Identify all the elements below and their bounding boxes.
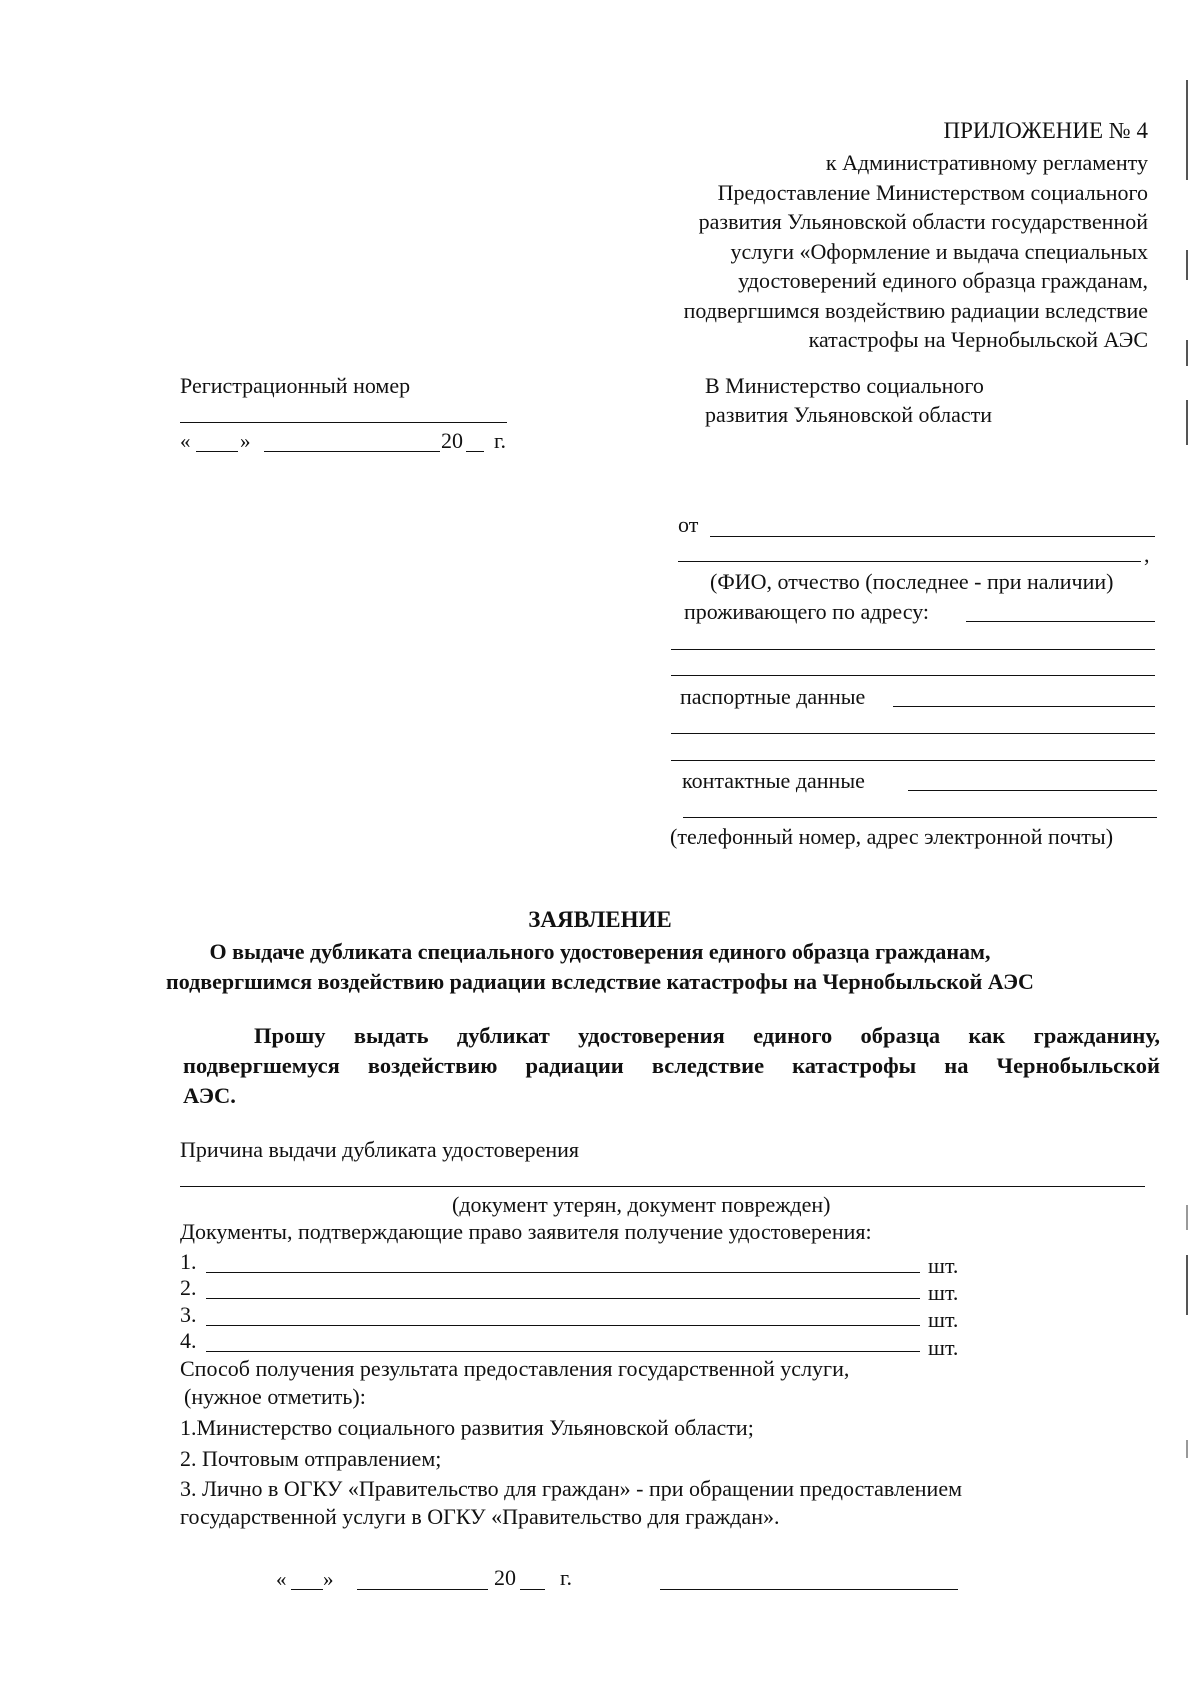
appendix-line: подвергшимся воздействию радиации вследствие [683, 297, 1148, 323]
passport-field[interactable] [893, 706, 1155, 707]
reason-caption: (документ утерян, документ поврежден) [452, 1192, 831, 1217]
address-field[interactable] [966, 621, 1155, 622]
passport-field-2[interactable] [671, 733, 1155, 734]
document-item-number: 4. [180, 1328, 197, 1353]
appendix-line: Предоставление Министерством социального [717, 179, 1148, 205]
statement-subtitle-line: подвергшимся воздействию радиации вследствие катастрофы на Чернобыльской АЭС [166, 969, 1034, 994]
appendix-title: ПРИЛОЖЕНИЕ № 4 [943, 118, 1148, 143]
passport-field-3[interactable] [671, 760, 1155, 761]
registration-date [180, 429, 191, 454]
registration-month-field[interactable] [264, 451, 440, 452]
from-field[interactable] [710, 536, 1155, 537]
footer-date-quote-open: « [276, 1567, 287, 1591]
document-item-field[interactable] [206, 1272, 920, 1273]
from-label: от [678, 512, 699, 537]
document-item-field[interactable] [206, 1325, 920, 1326]
comma: , [1144, 542, 1150, 567]
request-line-1: Прошу выдать дубликат удостоверения единого образца как гражданину, [254, 1023, 1160, 1048]
statement-subtitle [0, 937, 1200, 997]
footer-year-field[interactable] [520, 1589, 545, 1590]
registration-year-prefix: 20 [441, 428, 463, 453]
statement-title: ЗАЯВЛЕНИЕ [528, 907, 672, 932]
document-item-unit: шт. [928, 1307, 959, 1332]
footer-year-suffix: г. [560, 1565, 573, 1590]
document-item-number: 1. [180, 1249, 197, 1274]
appendix-line: развития Ульяновской области государственной [698, 209, 1148, 234]
contacts-field[interactable] [908, 790, 1157, 791]
contacts-caption: (телефонный номер, адрес электронной почты) [670, 824, 1114, 849]
scan-mark [1186, 1440, 1188, 1458]
date-quote-close: » [240, 429, 251, 453]
delivery-hint: (нужное отметить): [184, 1384, 366, 1409]
passport-label: паспортные данные [680, 684, 866, 709]
fio-caption: (ФИО, отчество (последнее - при наличии) [710, 569, 1114, 594]
appendix-line: удостоверений единого образца гражданам, [738, 268, 1148, 293]
scan-mark [1186, 1205, 1188, 1230]
date-quote-open: « [180, 429, 191, 453]
delivery-label: Способ получения результата предоставления государственной услуги, [180, 1356, 850, 1381]
addressee [705, 371, 992, 429]
document-item-field[interactable] [206, 1298, 920, 1299]
document-item-number: 3. [180, 1302, 197, 1327]
delivery-option[interactable]: 3. Лично в ОГКУ «Правительство для граждан» - при обращении предоставлением [180, 1476, 962, 1501]
registration-year-field[interactable] [466, 451, 484, 452]
contacts-label: контактные данные [682, 768, 865, 793]
footer-day-field[interactable] [291, 1589, 323, 1590]
appendix-line: катастрофы на Чернобыльской АЭС [808, 327, 1148, 352]
footer-month-field[interactable] [357, 1589, 488, 1590]
delivery-option-continued: государственной услуги в ОГКУ «Правительство для граждан». [180, 1504, 780, 1529]
scan-mark [1186, 80, 1188, 180]
registration-year-suffix: г. [494, 428, 507, 453]
appendix-line: услуги «Оформление и выдача специальных [730, 238, 1148, 264]
scan-mark [1186, 400, 1188, 445]
document-item-field[interactable] [206, 1351, 920, 1352]
scan-mark [1186, 250, 1188, 280]
addressee-line: развития Ульяновской области [705, 402, 993, 427]
appendix-subtitle [684, 148, 1148, 355]
contacts-field-2[interactable] [683, 817, 1157, 818]
statement-subtitle-line: О выдаче дубликата специального удостоверения единого образца гражданам, [209, 939, 991, 964]
address-label: проживающего по адресу: [684, 599, 930, 624]
delivery-option[interactable]: 1.Министерство социального развития Ульяновской области; [180, 1415, 754, 1440]
from-field-2[interactable] [678, 561, 1141, 562]
addressee-line: В Министерство социального [705, 373, 984, 398]
registration-label: Регистрационный номер [180, 373, 411, 398]
document-item-unit: шт. [928, 1335, 959, 1360]
appendix-line: к Административному регламенту [825, 150, 1148, 175]
footer-date-quote-close: » [323, 1567, 334, 1591]
request-line-3: АЭС. [183, 1083, 236, 1108]
document-item-number: 2. [180, 1275, 197, 1300]
signature-field[interactable] [660, 1589, 958, 1590]
request-line-2: подвергшемуся воздействию радиации вследствие катастрофы на Чернобыльской [183, 1053, 1160, 1078]
document-item-unit: шт. [928, 1253, 959, 1278]
scan-mark [1186, 1255, 1188, 1315]
address-field-2[interactable] [671, 649, 1155, 650]
registration-day-field[interactable] [196, 451, 238, 452]
registration-number-field[interactable] [180, 422, 507, 423]
address-field-3[interactable] [671, 675, 1155, 676]
footer-year-prefix: 20 [494, 1565, 516, 1590]
reason-field[interactable] [180, 1186, 1145, 1187]
delivery-option[interactable]: 2. Почтовым отправлением; [180, 1446, 442, 1471]
document-item-unit: шт. [928, 1280, 959, 1305]
scan-mark [1186, 340, 1188, 366]
documents-label: Документы, подтверждающие право заявителя получение удостоверения: [180, 1219, 872, 1244]
reason-label: Причина выдачи дубликата удостоверения [180, 1137, 580, 1162]
